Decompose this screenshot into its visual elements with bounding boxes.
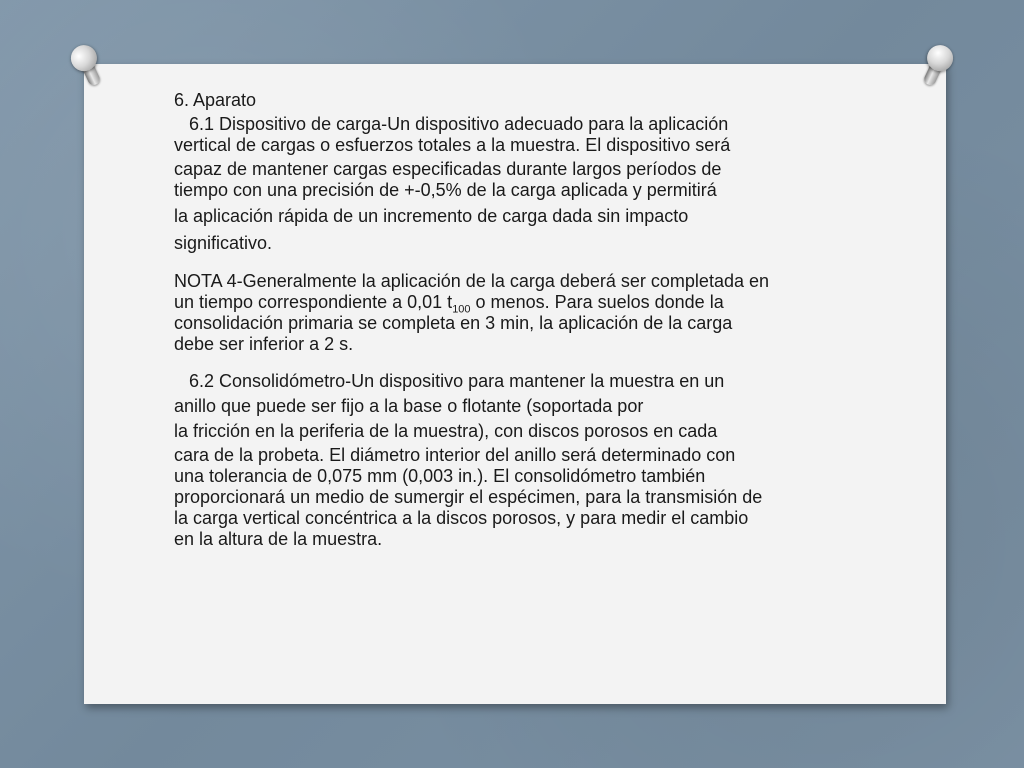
subscript: 100 xyxy=(452,303,471,316)
text-line: una tolerancia de 0,075 mm (0,003 in.). El consolidómetro también xyxy=(174,466,706,486)
text-line: NOTA 4-Generalmente la aplicación de la carga deberá ser completada en xyxy=(174,271,770,291)
text-line: debe ser inferior a 2 s. xyxy=(174,334,354,354)
text-line: consolidación primaria se completa en 3 min, la aplicación de la carga xyxy=(174,313,733,333)
text-line xyxy=(174,292,864,316)
text-line: la aplicación rápida de un incremento de carga dada sin impacto xyxy=(174,206,689,226)
slide-content xyxy=(174,88,864,550)
text-line: tiempo con una precisión de +-0,5% de la carga aplicada y permitirá xyxy=(174,180,717,200)
text-line: en la altura de la muestra. xyxy=(174,529,383,549)
paragraph-6-2 xyxy=(174,369,864,550)
text-line: la fricción en la periferia de la muestra), con discos porosos en cada xyxy=(174,421,718,441)
text-line: vertical de cargas o esfuerzos totales a la muestra. El dispositivo será xyxy=(174,135,731,155)
text-span: un tiempo correspondiente a 0,01 t xyxy=(174,292,453,312)
note-4 xyxy=(174,271,864,355)
paragraph-6-1 xyxy=(174,114,864,255)
text-line: la carga vertical concéntrica a la discos porosos, y para medir el cambio xyxy=(174,508,749,528)
text-line: 6.2 Consolidómetro-Un dispositivo para mantener la muestra en un xyxy=(174,371,725,391)
text-line: anillo que puede ser fijo a la base o flotante (soportada por xyxy=(174,396,644,416)
section-heading: 6. Aparato xyxy=(174,90,257,110)
text-line: significativo. xyxy=(174,233,273,253)
text-line: capaz de mantener cargas especificadas durante largos períodos de xyxy=(174,159,722,179)
text-line: cara de la probeta. El diámetro interior del anillo será determinado con xyxy=(174,445,736,465)
text-span: o menos. Para suelos donde la xyxy=(470,292,724,312)
text-line: proporcionará un medio de sumergir el espécimen, para la transmisión de xyxy=(174,487,763,507)
text-line: 6.1 Dispositivo de carga-Un dispositivo adecuado para la aplicación xyxy=(174,114,729,134)
